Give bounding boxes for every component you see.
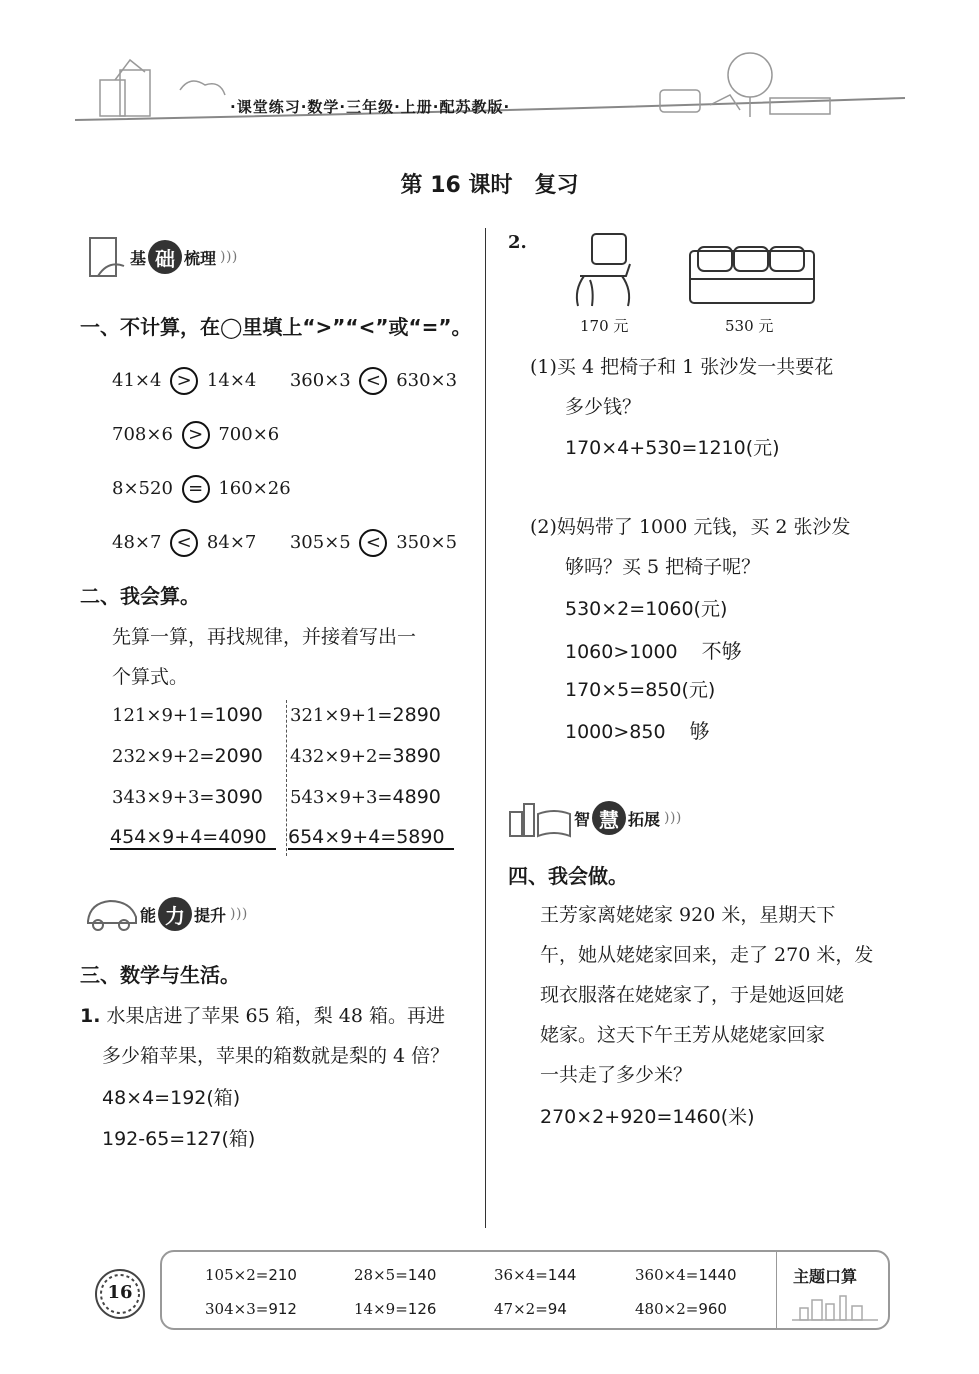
answer: 3090: [214, 786, 263, 808]
calc-expr: 47×2=: [494, 1300, 548, 1318]
badge-text: 智: [574, 809, 591, 829]
books-icon: [508, 798, 574, 838]
expr: 41×4: [112, 370, 162, 391]
badge-tail-icon: ) ) ): [230, 906, 246, 922]
q3-sub2: (2)妈妈带了 1000 元钱，买 2 张沙发: [530, 516, 851, 538]
footer-calc: [635, 1300, 727, 1318]
expr: 160×26: [218, 478, 291, 499]
footer-calc-box: [160, 1250, 890, 1330]
answer: 4890: [392, 786, 441, 808]
calc-answer: 912: [268, 1300, 297, 1318]
expr: 8×520: [112, 478, 173, 499]
chair-icon: [570, 230, 640, 310]
calc-answer: 144: [547, 1266, 577, 1284]
q2-left-row: [112, 786, 263, 808]
expr: 360×3: [289, 370, 351, 391]
answer-note: 不够: [701, 639, 742, 663]
q4-text: 一共走了多少米？: [540, 1064, 693, 1086]
answer-circle: <: [359, 529, 387, 557]
q3-sub1-answer: 170×4+530=1210(元): [565, 437, 780, 459]
answer-circle: >: [182, 421, 210, 449]
expr: 543×9+3=: [290, 787, 393, 808]
expr: 232×9+2=: [112, 746, 215, 767]
lesson-title: 第 16 课时 复习: [400, 173, 579, 198]
q3-sub2-answer: 170×5=850(元): [565, 679, 716, 701]
q1-row-4: [112, 529, 457, 557]
expr: 121×9+1=: [112, 705, 215, 726]
calc-expr: 36×4=: [494, 1266, 548, 1284]
badge-highlight: 慧: [592, 801, 626, 835]
footer-calc: [494, 1300, 567, 1318]
calc-expr: 28×5=: [354, 1266, 408, 1284]
expr: 708×6: [112, 424, 173, 445]
q3-problem-1: [80, 1001, 445, 1028]
q2-right-row: [290, 745, 441, 767]
answer-circle: >: [170, 367, 198, 395]
q3-sub1-line2: 多少钱？: [565, 396, 642, 418]
q2-right-row: [290, 786, 441, 808]
badge-tail-icon: ) ) ): [220, 249, 236, 265]
expr: 432×9+2=: [290, 746, 393, 767]
section-badge-basic: [86, 232, 235, 282]
skyline-icon: [790, 1292, 880, 1322]
q3-answer: 48×4=192(箱): [102, 1087, 241, 1109]
calc-answer: 1440: [698, 1266, 737, 1284]
badge-text: 能: [140, 905, 157, 925]
chair-price: 170 元: [580, 317, 629, 335]
expr: 630×3: [396, 370, 458, 391]
badge-highlight: 础: [148, 240, 182, 274]
q1-row-3: [112, 475, 291, 503]
footer-calc: [354, 1300, 436, 1318]
q2-instruction: 个算式。: [112, 666, 189, 688]
q3-answer: 192-65=127(箱): [102, 1128, 256, 1150]
q4-text: 王芳家离姥姥家 920 米，星期天下: [540, 904, 836, 926]
q3-heading: 三、数学与生活。: [80, 963, 240, 987]
expr: 305×5: [289, 532, 351, 553]
answer: 1090: [214, 704, 263, 726]
column-divider: [485, 228, 486, 1228]
expr: 321×9+1=: [290, 705, 393, 726]
q3-sub2-answer: [565, 715, 710, 744]
q2-dashed-divider: [286, 700, 287, 856]
q4-heading: 四、我会做。: [508, 864, 628, 888]
q2-instruction: 先算一算，再找规律，并接着写出一: [112, 626, 417, 648]
expr: 343×9+3=: [112, 787, 215, 808]
answer-expr: 1060>1000: [565, 641, 678, 663]
q2-left-row: [112, 745, 263, 767]
footer-separator: [776, 1252, 777, 1328]
footer-calc: [635, 1266, 737, 1284]
calc-expr: 480×2=: [635, 1300, 699, 1318]
calc-expr: 14×9=: [354, 1300, 408, 1318]
q1-row-2: [112, 421, 279, 449]
badge-text: 梳理: [184, 248, 217, 268]
footer-calc: [205, 1266, 297, 1284]
q3-sub1: (1)买 4 把椅子和 1 张沙发一共要花: [530, 356, 834, 378]
q1-heading: 一、不计算，在◯里填上“>”“<”或“=”。: [80, 315, 472, 339]
badge-highlight: 力: [158, 897, 192, 931]
calc-answer: 94: [547, 1300, 567, 1318]
calc-answer: 210: [268, 1266, 297, 1284]
sofa-icon: [688, 245, 816, 307]
q3-sub2-answer: [565, 635, 742, 664]
q2-right-row: [290, 704, 441, 726]
calc-answer: 960: [698, 1300, 727, 1318]
q1-row-1: [112, 367, 457, 395]
answer: 654×9+4=5890: [288, 826, 445, 848]
answer: 454×9+4=4090: [110, 826, 267, 848]
problem-text: 水果店进了苹果 65 箱，梨 48 箱。再进: [106, 1005, 446, 1027]
badge-text: 提升: [194, 905, 227, 925]
q3-sub2-answer: 530×2=1060(元): [565, 598, 728, 620]
expr: 350×5: [396, 532, 458, 553]
book-icon: [86, 232, 130, 282]
q4-text: 姥家。这天下午王芳从姥姥家回家: [540, 1024, 826, 1046]
footer-calc: [494, 1266, 576, 1284]
header-banner-illustration: [70, 50, 910, 140]
footer-calc: [354, 1266, 436, 1284]
badge-text: 基: [130, 248, 147, 268]
q4-text: 现衣服落在姥姥家了，于是她返回姥: [540, 984, 845, 1006]
expr: 14×4: [206, 370, 257, 391]
badge-tail-icon: ) ) ): [664, 810, 680, 826]
section-badge-ability: [84, 895, 245, 933]
expr: 84×7: [206, 532, 257, 553]
answer-circle: <: [359, 367, 387, 395]
answer: 2090: [214, 745, 263, 767]
footer-calc: [205, 1300, 297, 1318]
calc-expr: 304×3=: [205, 1300, 269, 1318]
answer-circle: =: [182, 475, 210, 503]
q4-text: 午，她从姥姥家回来，走了 270 米，发: [540, 944, 874, 966]
q2-heading: 二、我会算。: [80, 584, 200, 608]
q3-sub2-line2: 够吗？买 5 把椅子呢？: [565, 556, 761, 578]
q2-left-row-written: [110, 826, 276, 850]
expr: 48×7: [112, 532, 162, 553]
q3-problem-2-number: 2.: [508, 232, 527, 253]
page-number: 16: [107, 1282, 133, 1303]
footer-label: 主题口算: [793, 1267, 858, 1286]
answer: 2890: [392, 704, 441, 726]
car-icon: [84, 895, 140, 933]
calc-expr: 360×4=: [635, 1266, 699, 1284]
section-badge-wisdom: [508, 798, 679, 838]
sofa-price: 530 元: [725, 317, 774, 335]
calc-answer: 140: [407, 1266, 437, 1284]
header-title: ·课堂练习·数学·三年级·上册·配苏教版·: [230, 98, 511, 116]
calc-expr: 105×2=: [205, 1266, 269, 1284]
answer: 3890: [392, 745, 441, 767]
q2-right-row-written: [288, 826, 454, 850]
expr: 700×6: [218, 424, 280, 445]
answer-circle: <: [170, 529, 198, 557]
badge-text: 拓展: [628, 809, 661, 829]
answer-expr: 1000>850: [565, 721, 666, 743]
q2-left-row: [112, 704, 263, 726]
q4-answer: 270×2+920=1460(米): [540, 1106, 755, 1128]
answer-note: 够: [689, 719, 710, 743]
q3-problem-1-line2: 多少箱苹果，苹果的箱数就是梨的 4 倍？: [102, 1045, 450, 1067]
calc-answer: 126: [407, 1300, 437, 1318]
problem-number: 1.: [80, 1005, 101, 1027]
